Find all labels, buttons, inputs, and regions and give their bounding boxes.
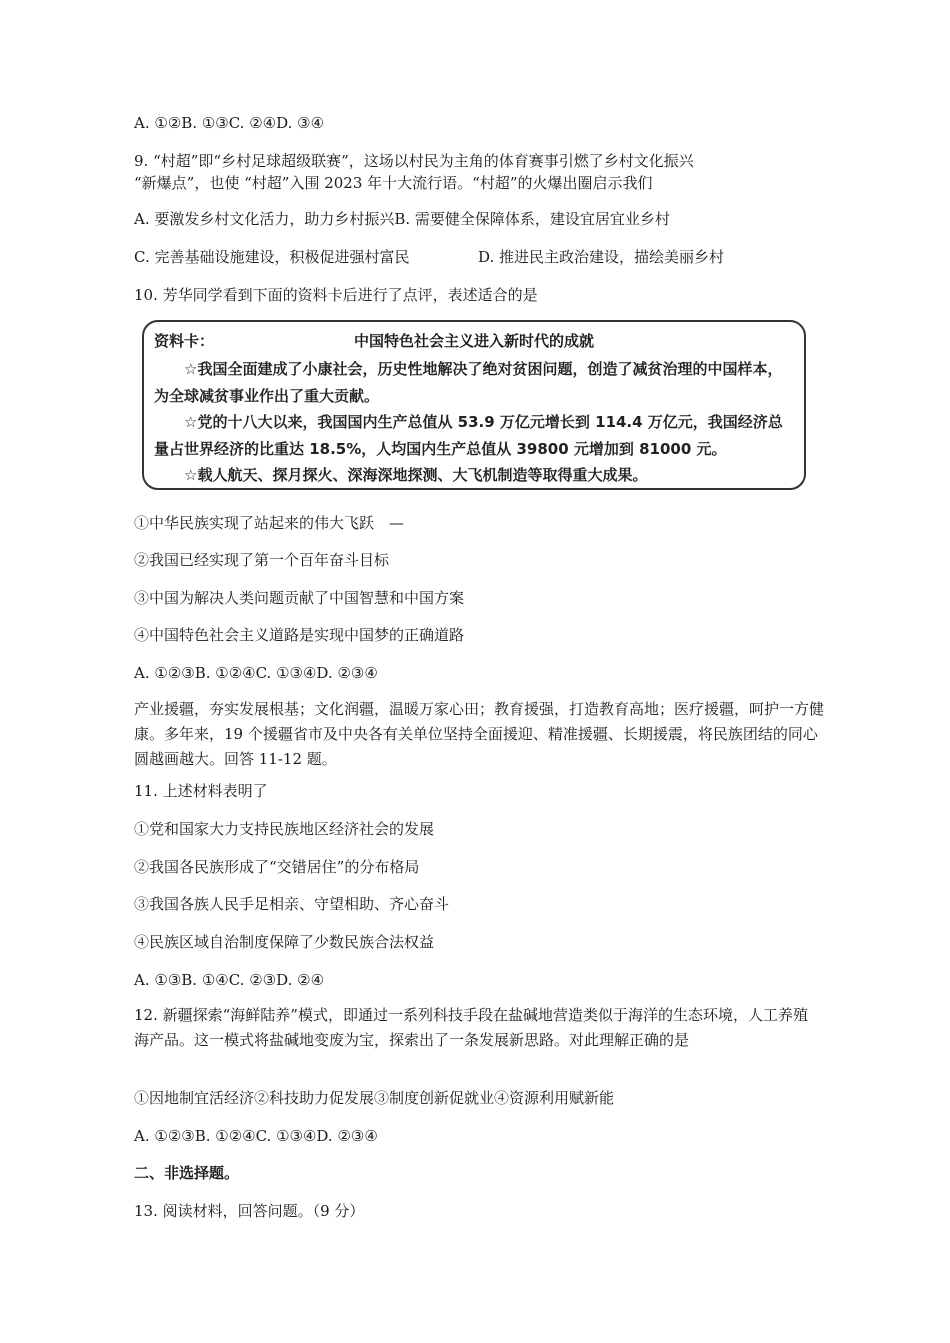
q9-option-d: D. 推进民主政治建设，描绘美丽乡村 bbox=[478, 248, 725, 266]
q11-stem: 11. 上述材料表明了 bbox=[134, 782, 268, 800]
info-card bbox=[142, 320, 806, 490]
q10-statement-2: ②我国已经实现了第一个百年奋斗目标 bbox=[134, 551, 390, 569]
q10-statement-3: ③中国为解决人类问题贡献了中国智慧和中国方案 bbox=[134, 589, 465, 607]
section2-title: 二、非选择题。 bbox=[134, 1164, 240, 1182]
info-card-title: 中国特色社会主义进入新时代的成就 bbox=[353, 332, 594, 350]
info-card-item-2: ☆党的十八大以来，我国国内生产总值从 53.9 万亿元增长到 114.4 万亿元，我国经济总量占世界经济的比重达 18.5%，人均国内生产总值从 39800 元增加到 81000 元。 bbox=[154, 413, 783, 458]
q9-stem-line1: 9. “村超”即“乡村足球超级联赛”，这场以村民为主角的体育赛事引燃了乡村文化振兴 bbox=[134, 152, 694, 170]
q12-statements: ①因地制宜活经济②科技助力促发展③制度创新促就业④资源利用赋新能 bbox=[134, 1089, 615, 1107]
q9-option-c: C. 完善基础设施建设，积极促进强村富民 bbox=[134, 248, 410, 266]
q11-statement-1: ①党和国家大力支持民族地区经济社会的发展 bbox=[134, 820, 435, 838]
info-card-item-1: ☆我国全面建成了小康社会，历史性地解决了绝对贫困问题，创造了减贫治理的中国样本，为全球减贫事业作出了重大贡献。 bbox=[154, 360, 783, 405]
q10-statement-4: ④中国特色社会主义道路是实现中国梦的正确道路 bbox=[134, 626, 465, 644]
q11-statement-4: ④民族区域自治制度保障了少数民族合法权益 bbox=[134, 933, 435, 951]
q12-stem: 12. 新疆探索“海鲜陆养”模式，即通过一系列科技手段在盐碱地营造类似于海洋的生态环境，人工养殖 海产品。这一模式将盐碱地变废为宝，探索出了一条发展新思路。对此理解正确的是 bbox=[134, 1006, 808, 1049]
info-card-label: 资料卡： bbox=[154, 332, 215, 350]
q9-option-ab: A. 要激发乡村文化活力，助力乡村振兴B. 需要健全保障体系，建设宜居宜业乡村 bbox=[134, 210, 670, 228]
q10-stem: 10. 芳华同学看到下面的资料卡后进行了点评，表述适合的是 bbox=[134, 286, 538, 304]
q12-options: A. ①②③B. ①②④C. ①③④D. ②③④ bbox=[134, 1127, 378, 1145]
q10-statement-1: ①中华民族实现了站起来的伟大飞跃 — bbox=[134, 514, 405, 532]
info-card-body bbox=[154, 356, 794, 489]
q10-options: A. ①②③B. ①②④C. ①③④D. ②③④ bbox=[134, 664, 378, 682]
q8-options: A. ①②B. ①③C. ②④D. ③④ bbox=[134, 114, 325, 132]
q13-stem: 13. 阅读材料，回答问题。（9 分） bbox=[134, 1202, 365, 1220]
q11-options: A. ①③B. ①④C. ②③D. ②④ bbox=[134, 971, 325, 989]
info-card-item-3: ☆载人航天、探月探火、深海深地探测、大飞机制造等取得重大成果。 bbox=[184, 466, 648, 484]
q11-statement-2: ②我国各民族形成了“交错居住”的分布格局 bbox=[134, 858, 420, 876]
material-11-12: 产业援疆，夯实发展根基；文化润疆，温暖万家心田；教育援强，打造教育高地；医疗援疆，呵护一方健康。多年来，19 个援疆省市及中央各有关单位坚持全面援迎、精准援疆、长期援震，将民族团结的同心 圆越画越大。回答 11-12 题。 bbox=[134, 700, 825, 768]
q11-statement-3: ③我国各族人民手足相亲、守望相助、齐心奋斗 bbox=[134, 895, 450, 913]
q9-stem-line2: “新爆点”，也使 “村超”入围 2023 年十大流行语。“村超”的火爆出圈启示我们 bbox=[134, 174, 653, 192]
